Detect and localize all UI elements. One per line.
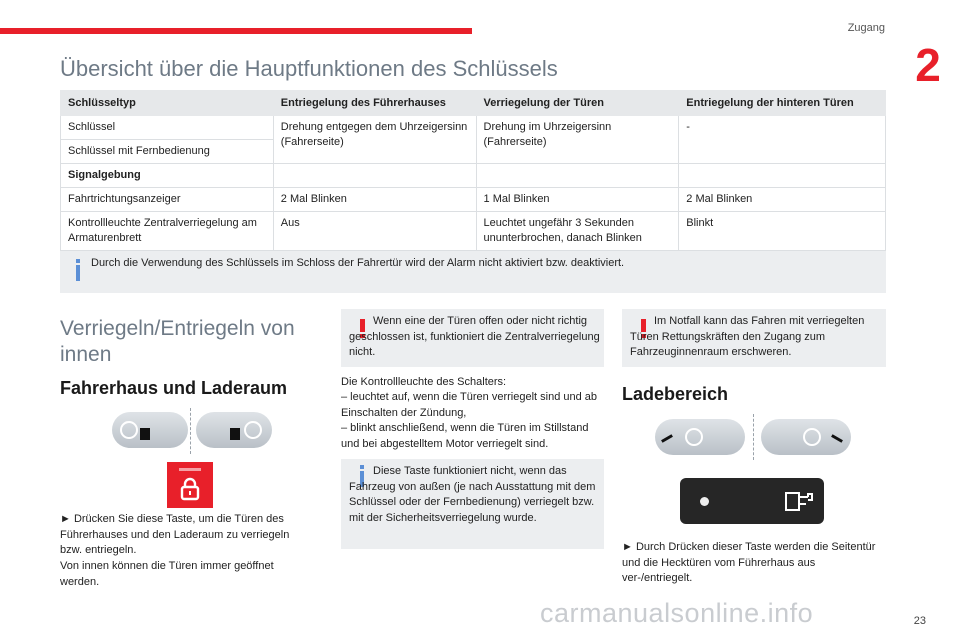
- table-cell: Blinkt: [679, 212, 886, 251]
- divider-dashed: [753, 414, 754, 460]
- top-accent-bar: [0, 28, 472, 34]
- info-note-box: [60, 251, 886, 293]
- table-header: Verriegelung der Türen: [476, 91, 679, 116]
- divider-dashed: [190, 408, 191, 454]
- steering-wheel-icon: [244, 421, 262, 439]
- table-cell: Fahrtrichtungsanzeiger: [61, 188, 274, 212]
- table-cell: 2 Mal Blinken: [679, 188, 886, 212]
- lock-key-icon: [140, 428, 150, 440]
- subheading-cab-and-cargo: Fahrerhaus und Laderaum: [60, 378, 288, 398]
- warning-box-doors: [341, 309, 604, 367]
- table-cell: [476, 164, 679, 188]
- info-note-text: Durch die Verwendung des Schlüssels im Schloss der Fahrertür wird der Alarm nicht aktiviert bzw. deaktiviert.: [91, 257, 625, 269]
- page-title: Übersicht über die Hauptfunktionen des Schlüssels: [60, 56, 558, 81]
- info-text-button: Diese Taste funktioniert nicht, wenn das Fahrzeug von außen (je nach Ausstattung mit dem Schlüssel oder der Fernbedienung) verriegelt bzw. mit der Sicherheitsverriegelung wurde.: [349, 465, 596, 524]
- subheading-cargo-area: Ladebereich: [622, 384, 729, 404]
- table-header-row: [61, 91, 886, 116]
- lock-key-icon: [230, 428, 240, 440]
- steering-wheel-icon: [120, 421, 138, 439]
- table-row: [61, 116, 886, 140]
- section-heading-interior-locking: Verriegeln/Entriegeln von innen: [60, 317, 295, 366]
- table-cell: Drehung entgegen dem Uhrzeigersinn (Fahrerseite): [273, 116, 476, 164]
- door-diagram-cargo: [655, 414, 855, 460]
- right-door-illustration: [761, 419, 851, 455]
- info-icon: [76, 265, 80, 281]
- warning-text-doors: Wenn eine der Türen offen oder nicht richtig geschlossen ist, funktioniert die Zentralverriegelung nicht.: [349, 315, 600, 358]
- col1-instruction: ► Drücken Sie diese Taste, um die Türen des Führerhauses und den Laderaum zu verriegeln bzw. entriegeln.: [60, 513, 290, 556]
- col2-text-item1: – leuchtet auf, wenn die Türen verriegelt sind und ab Einschalten der Zündung,: [341, 391, 598, 419]
- table-cell: -: [679, 116, 886, 164]
- indicator-led: [700, 497, 709, 506]
- col2-text-intro: Die Kontrollleuchte des Schalters:: [341, 376, 507, 388]
- table-cell: Schlüssel: [61, 116, 274, 140]
- padlock-icon: [179, 477, 201, 501]
- open-door-arrow-icon: [661, 434, 673, 443]
- table-cell: Aus: [273, 212, 476, 251]
- key-functions-table: [60, 90, 886, 251]
- table-row: [61, 164, 886, 188]
- door-diagram-front: [112, 408, 272, 454]
- left-door-illustration: [112, 412, 188, 448]
- table-cell: 2 Mal Blinken: [273, 188, 476, 212]
- table-cell: [273, 164, 476, 188]
- left-door-illustration: [655, 419, 745, 455]
- table-cell: Kontrollleuchte Zentralverriegelung am Armaturenbrett: [61, 212, 274, 251]
- page-number: 23: [913, 615, 926, 627]
- table-header: Entriegelung des Führerhauses: [273, 91, 476, 116]
- watermark: carmanualsonline.info: [540, 598, 814, 628]
- table-cell: Schlüssel mit Fernbedienung: [61, 140, 274, 164]
- right-door-illustration: [196, 412, 272, 448]
- table-cell: 1 Mal Blinken: [476, 188, 679, 212]
- warning-box-emergency: [622, 309, 886, 367]
- table-cell: Leuchtet ungefähr 3 Sekunden ununterbrochen, danach Blinken: [476, 212, 679, 251]
- col3-instruction: ► Durch Drücken dieser Taste werden die Seitentür und die Hecktüren vom Führerhaus aus ver-/entriegelt.: [622, 541, 876, 584]
- col1-note: Von innen können die Türen immer geöffnet werden.: [60, 560, 274, 588]
- cargo-lock-button[interactable]: [680, 478, 824, 524]
- indicator-led: [179, 468, 201, 471]
- table-cell: Signalgebung: [61, 164, 274, 188]
- table-header: Entriegelung der hinteren Türen: [679, 91, 886, 116]
- chapter-number: 2: [915, 39, 941, 91]
- central-lock-button[interactable]: [167, 462, 213, 508]
- cargo-door-icon: [784, 489, 814, 513]
- steering-wheel-icon: [685, 428, 703, 446]
- steering-wheel-icon: [803, 428, 821, 446]
- warning-text-emergency: Im Notfall kann das Fahren mit verriegelten Türen Rettungskräften den Zugang zum Fahrzeuginnenraum erschweren.: [630, 315, 865, 358]
- open-door-arrow-icon: [831, 434, 843, 443]
- table-cell: Drehung im Uhrzeigersinn (Fahrerseite): [476, 116, 679, 164]
- col2-text-item2: – blinkt anschließend, wenn die Türen im Stillstand und bei abgestelltem Motor verriegelt sind.: [341, 422, 589, 450]
- table-cell: [679, 164, 886, 188]
- section-name: Zugang: [847, 22, 885, 34]
- info-box-button: [341, 459, 604, 549]
- table-header: Schlüsseltyp: [61, 91, 274, 116]
- table-row: [61, 212, 886, 251]
- table-row: [61, 188, 886, 212]
